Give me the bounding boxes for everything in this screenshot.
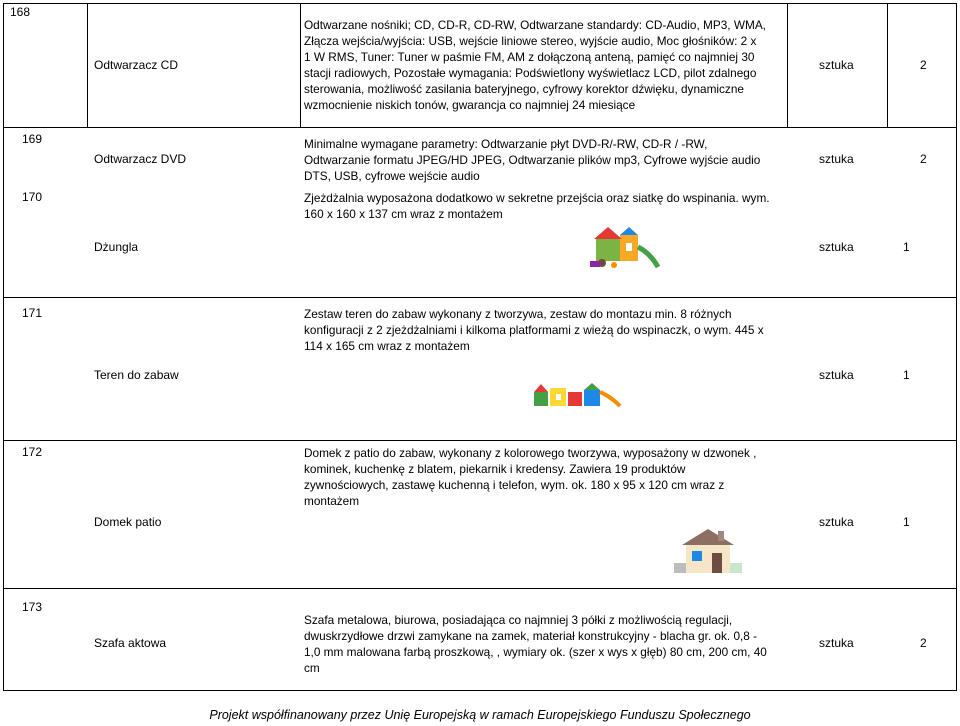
col-border [3, 3, 4, 691]
table-bottom-border [3, 690, 957, 691]
row-168-desc-line: Złącza wejścia/wyjścia: USB, wejście liniowe stereo, wyjście audio, Moc głośników: 2 x [304, 34, 757, 48]
row-173-desc-line: Szafa metalowa, biurowa, posiadająca co najmniej 3 półki z możliwością regulacji, [304, 613, 733, 627]
row-170-unit: sztuka [819, 240, 854, 254]
col-border [956, 3, 957, 691]
row-173-desc-line: dwuskrzydłowe drzwi zamykane na zamek, materiał konstrukcyjny - blacha gr. ok. 0,8 - [304, 629, 758, 643]
row-172-desc-line: zywnościowych, zastawę kuchenną i telefon, wym. ok. 180 x 95 x 120 cm wraz z [304, 478, 725, 492]
row-168-qty: 2 [920, 58, 927, 72]
row-173-unit: sztuka [819, 636, 854, 650]
row-168-desc-line: stacji radiowych, Pozostałe wymagania: Podświetlony wyświetlacz LCD, pilot zdalnego [304, 66, 757, 80]
col-border [887, 3, 888, 127]
row-171-desc-line: Zestaw teren do zabaw wykonany z tworzywa, zestaw do montazu min. 8 różnych [304, 307, 732, 321]
col-border [787, 3, 788, 127]
row-168-name: Odtwarzacz CD [94, 58, 179, 72]
row-172-desc-line: Domek z patio do zabaw, wykonany z kolorowego tworzywa, wyposażony w dzwonek , [304, 446, 757, 460]
patio-playhouse-image [672, 527, 744, 577]
row-173-lp: 173 [22, 600, 43, 614]
row-171-desc-line: 114 x 165 cm wraz z montażem [304, 339, 470, 353]
row-171-lp: 171 [22, 306, 43, 320]
row-173-desc-line: cm [304, 661, 320, 675]
row-divider [3, 440, 957, 441]
row-168-desc-line: Odtwarzane nośniki; CD, CD-R, CD-RW, Odtwarzane standardy: CD-Audio, MP3, WMA, [304, 18, 766, 32]
row-172-desc-line: kominek, kuchenkę z blatem, piekarnik i kredensy. Zawiera 19 produktów [304, 462, 686, 476]
row-168-desc-line: 1 W RMS, Tuner: Tuner w paśmie FM, AM z dołączoną anteną, pamięć co najmniej 30 [304, 50, 755, 64]
jungle-playset-image [588, 225, 660, 271]
row-170-lp: 170 [22, 190, 43, 204]
row-171-unit: sztuka [819, 368, 854, 382]
row-170-name: Dżungla [94, 240, 139, 254]
row-169-desc-line: Odtwarzanie formatu JPEG/HD JPEG, Odtwarzanie plików mp3, Cyfrowe wyjście audio [304, 153, 761, 167]
row-divider [3, 297, 957, 298]
row-171-desc-line: konfiguracji z 2 zjeżdżalniami i kilkoma platformami z wieżą do wspinaczk, o wym. 445 x [304, 323, 764, 337]
row-169-unit: sztuka [819, 152, 854, 166]
row-172-unit: sztuka [819, 515, 854, 529]
row-169-desc-line: DTS, USB, cyfrowe wejście audio [304, 169, 480, 183]
col-border [87, 3, 88, 127]
row-169-name: Odtwarzacz DVD [94, 152, 187, 166]
row-173-desc-line: 1,0 mm malowana farbą proszkową, , wymiary ok. (szer x wys x głęb) 80 cm, 200 cm, 40 [304, 645, 767, 659]
page-footer: Projekt współfinanowany przez Unię Europejską w ramach Europejskiego Funduszu Społecznego [209, 708, 751, 722]
row-168-desc-line: sterowania, możliwość zasilania bateryjnego, cyfrowy korektor dźwięku, dynamiczne [304, 82, 744, 96]
row-173-qty: 2 [920, 636, 927, 650]
row-172-lp: 172 [22, 445, 43, 459]
row-169-lp: 169 [22, 132, 43, 146]
row-168-unit: sztuka [819, 58, 854, 72]
row-170-qty: 1 [903, 240, 910, 254]
col-border [300, 3, 301, 127]
row-168-lp: 168 [10, 5, 31, 19]
row-divider [3, 127, 957, 128]
playground-set-image [530, 382, 622, 410]
row-168-desc-line: wzmocnienie niskich tonów, gwarancja co najmniej 24 miesiące [304, 98, 636, 112]
row-171-qty: 1 [903, 368, 910, 382]
row-169-desc-line: Minimalne wymagane parametry: Odtwarzanie płyt DVD-R/-RW, CD-R / -RW, [304, 137, 708, 151]
row-172-qty: 1 [903, 515, 910, 529]
row-171-name: Teren do zabaw [94, 368, 179, 382]
row-170-desc-line: 160 x 160 x 137 cm wraz z montażem [304, 207, 503, 221]
row-172-desc-line: montażem [304, 494, 360, 508]
table-top-border [3, 3, 957, 4]
row-173-name: Szafa aktowa [94, 636, 167, 650]
row-divider [3, 588, 957, 589]
row-172-name: Domek patio [94, 515, 162, 529]
row-170-desc-line: Zjeżdżalnia wyposażona dodatkowo w sekretne przejścia oraz siatkę do wspinania. wym. [304, 191, 770, 205]
row-169-qty: 2 [920, 152, 927, 166]
